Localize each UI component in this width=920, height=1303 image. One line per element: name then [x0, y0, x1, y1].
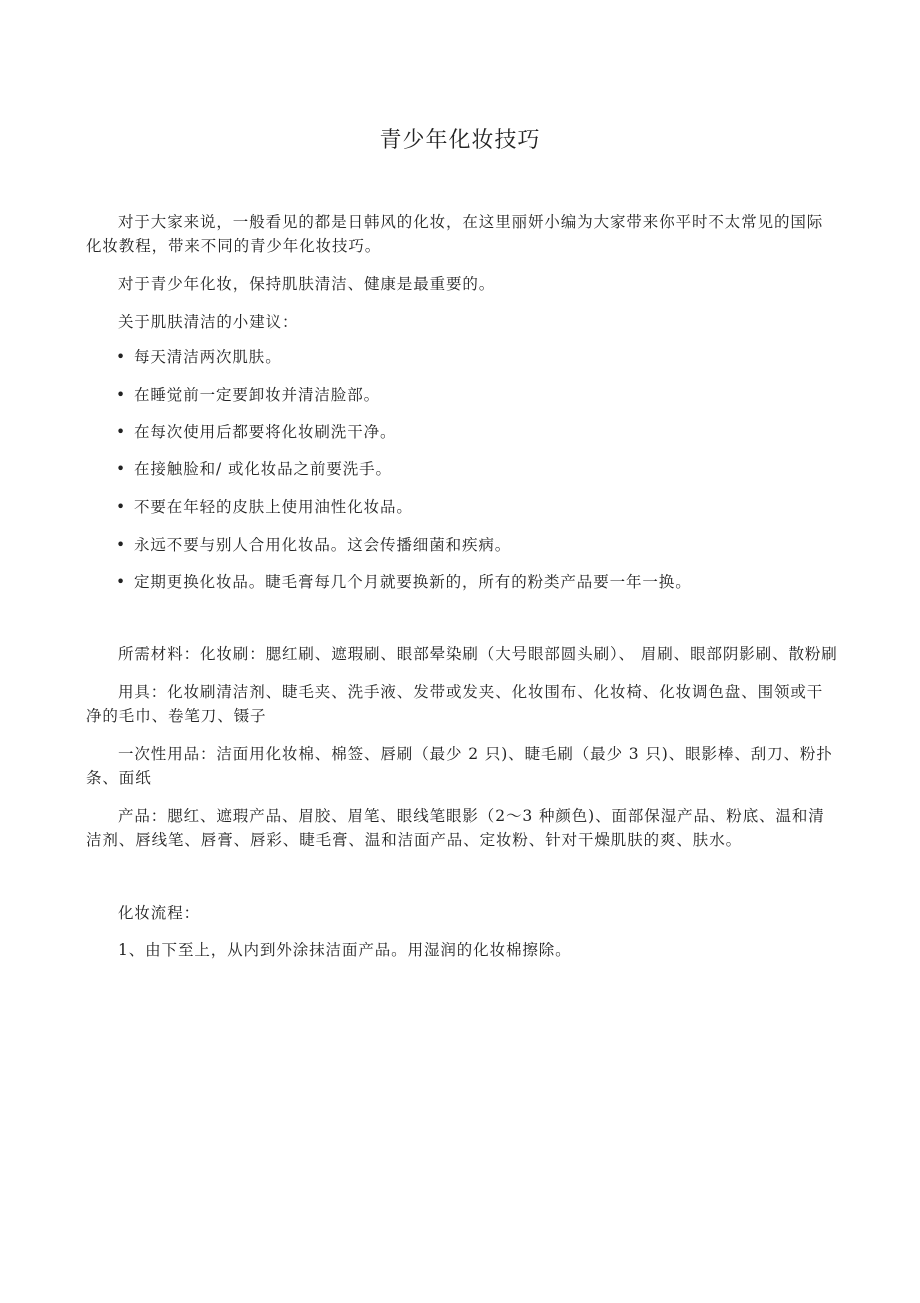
bullet-icon: •: [116, 386, 127, 404]
list-item-text: 在睡觉前一定要卸妆并清洁脸部。: [134, 386, 381, 404]
list-item: [116, 570, 692, 594]
list-item-text: 在接触脸和/ 或化妆品之前要洗手。: [134, 460, 392, 478]
bullet-icon: •: [116, 348, 127, 366]
list-item-text: 不要在年轻的皮肤上使用油性化妆品。: [134, 498, 413, 516]
list-item: [116, 495, 413, 519]
paragraph: 用具：化妆刷清洁剂、睫毛夹、洗手液、发带或发夹、化妆围布、化妆椅、化妆调色盘、围领或干净的毛巾、卷笔刀、镊子: [86, 683, 824, 725]
paragraph: 对于青少年化妆，保持肌肤清洁、健康是最重要的。: [118, 275, 496, 293]
list-item-text: 在每次使用后都要将化妆刷洗干净。: [134, 423, 397, 441]
paragraph: 化妆流程：: [118, 904, 201, 922]
bullet-icon: •: [116, 498, 127, 516]
bullet-icon: •: [116, 423, 127, 441]
list-item-text: 每天清洁两次肌肤。: [134, 348, 282, 366]
page-title: 青少年化妆技巧: [379, 128, 541, 153]
bullet-icon: •: [116, 573, 127, 591]
list-item: [116, 345, 282, 369]
list-item-text: 永远不要与别人合用化妆品。这会传播细菌和疾病。: [134, 536, 512, 554]
paragraph: 产品：腮红、遮瑕产品、眉胶、眉笔、眼线笔眼影（2～3 种颜色)、面部保湿产品、粉底、温和清洁剂、唇线笔、唇膏、唇彩、睫毛膏、温和洁面产品、定妆粉、针对干燥肌肤的爽、肤水。: [86, 807, 825, 849]
list-item: [116, 420, 396, 444]
list-item-text: 定期更换化妆品。睫毛膏每几个月就要换新的，所有的粉类产品要一年一换。: [134, 573, 692, 591]
paragraph: 对于大家来说，一般看见的都是日韩风的化妆，在这里丽妍小编为大家带来你平时不太常见的国际化妆教程，带来不同的青少年化妆技巧。: [86, 213, 824, 255]
list-item: [116, 533, 511, 557]
bullet-icon: •: [116, 536, 127, 554]
bullet-icon: •: [116, 460, 127, 478]
paragraph: 1、由下至上，从内到外涂抹洁面产品。用湿润的化妆棉擦除。: [118, 941, 572, 959]
paragraph: 关于肌肤清洁的小建议：: [118, 313, 299, 331]
paragraph: 一次性用品：洁面用化妆棉、棉签、唇刷（最少 2 只)、睫毛刷（最少 3 只)、眼影棒、刮刀、粉扑条、面纸: [86, 745, 833, 787]
list-item: [116, 383, 380, 407]
paragraph: 所需材料：化妆刷：腮红刷、遮瑕刷、眼部晕染刷（大号眼部圆头刷）、 眉刷、眼部阴影刷、散粉刷: [118, 645, 838, 663]
list-item: [116, 457, 392, 481]
